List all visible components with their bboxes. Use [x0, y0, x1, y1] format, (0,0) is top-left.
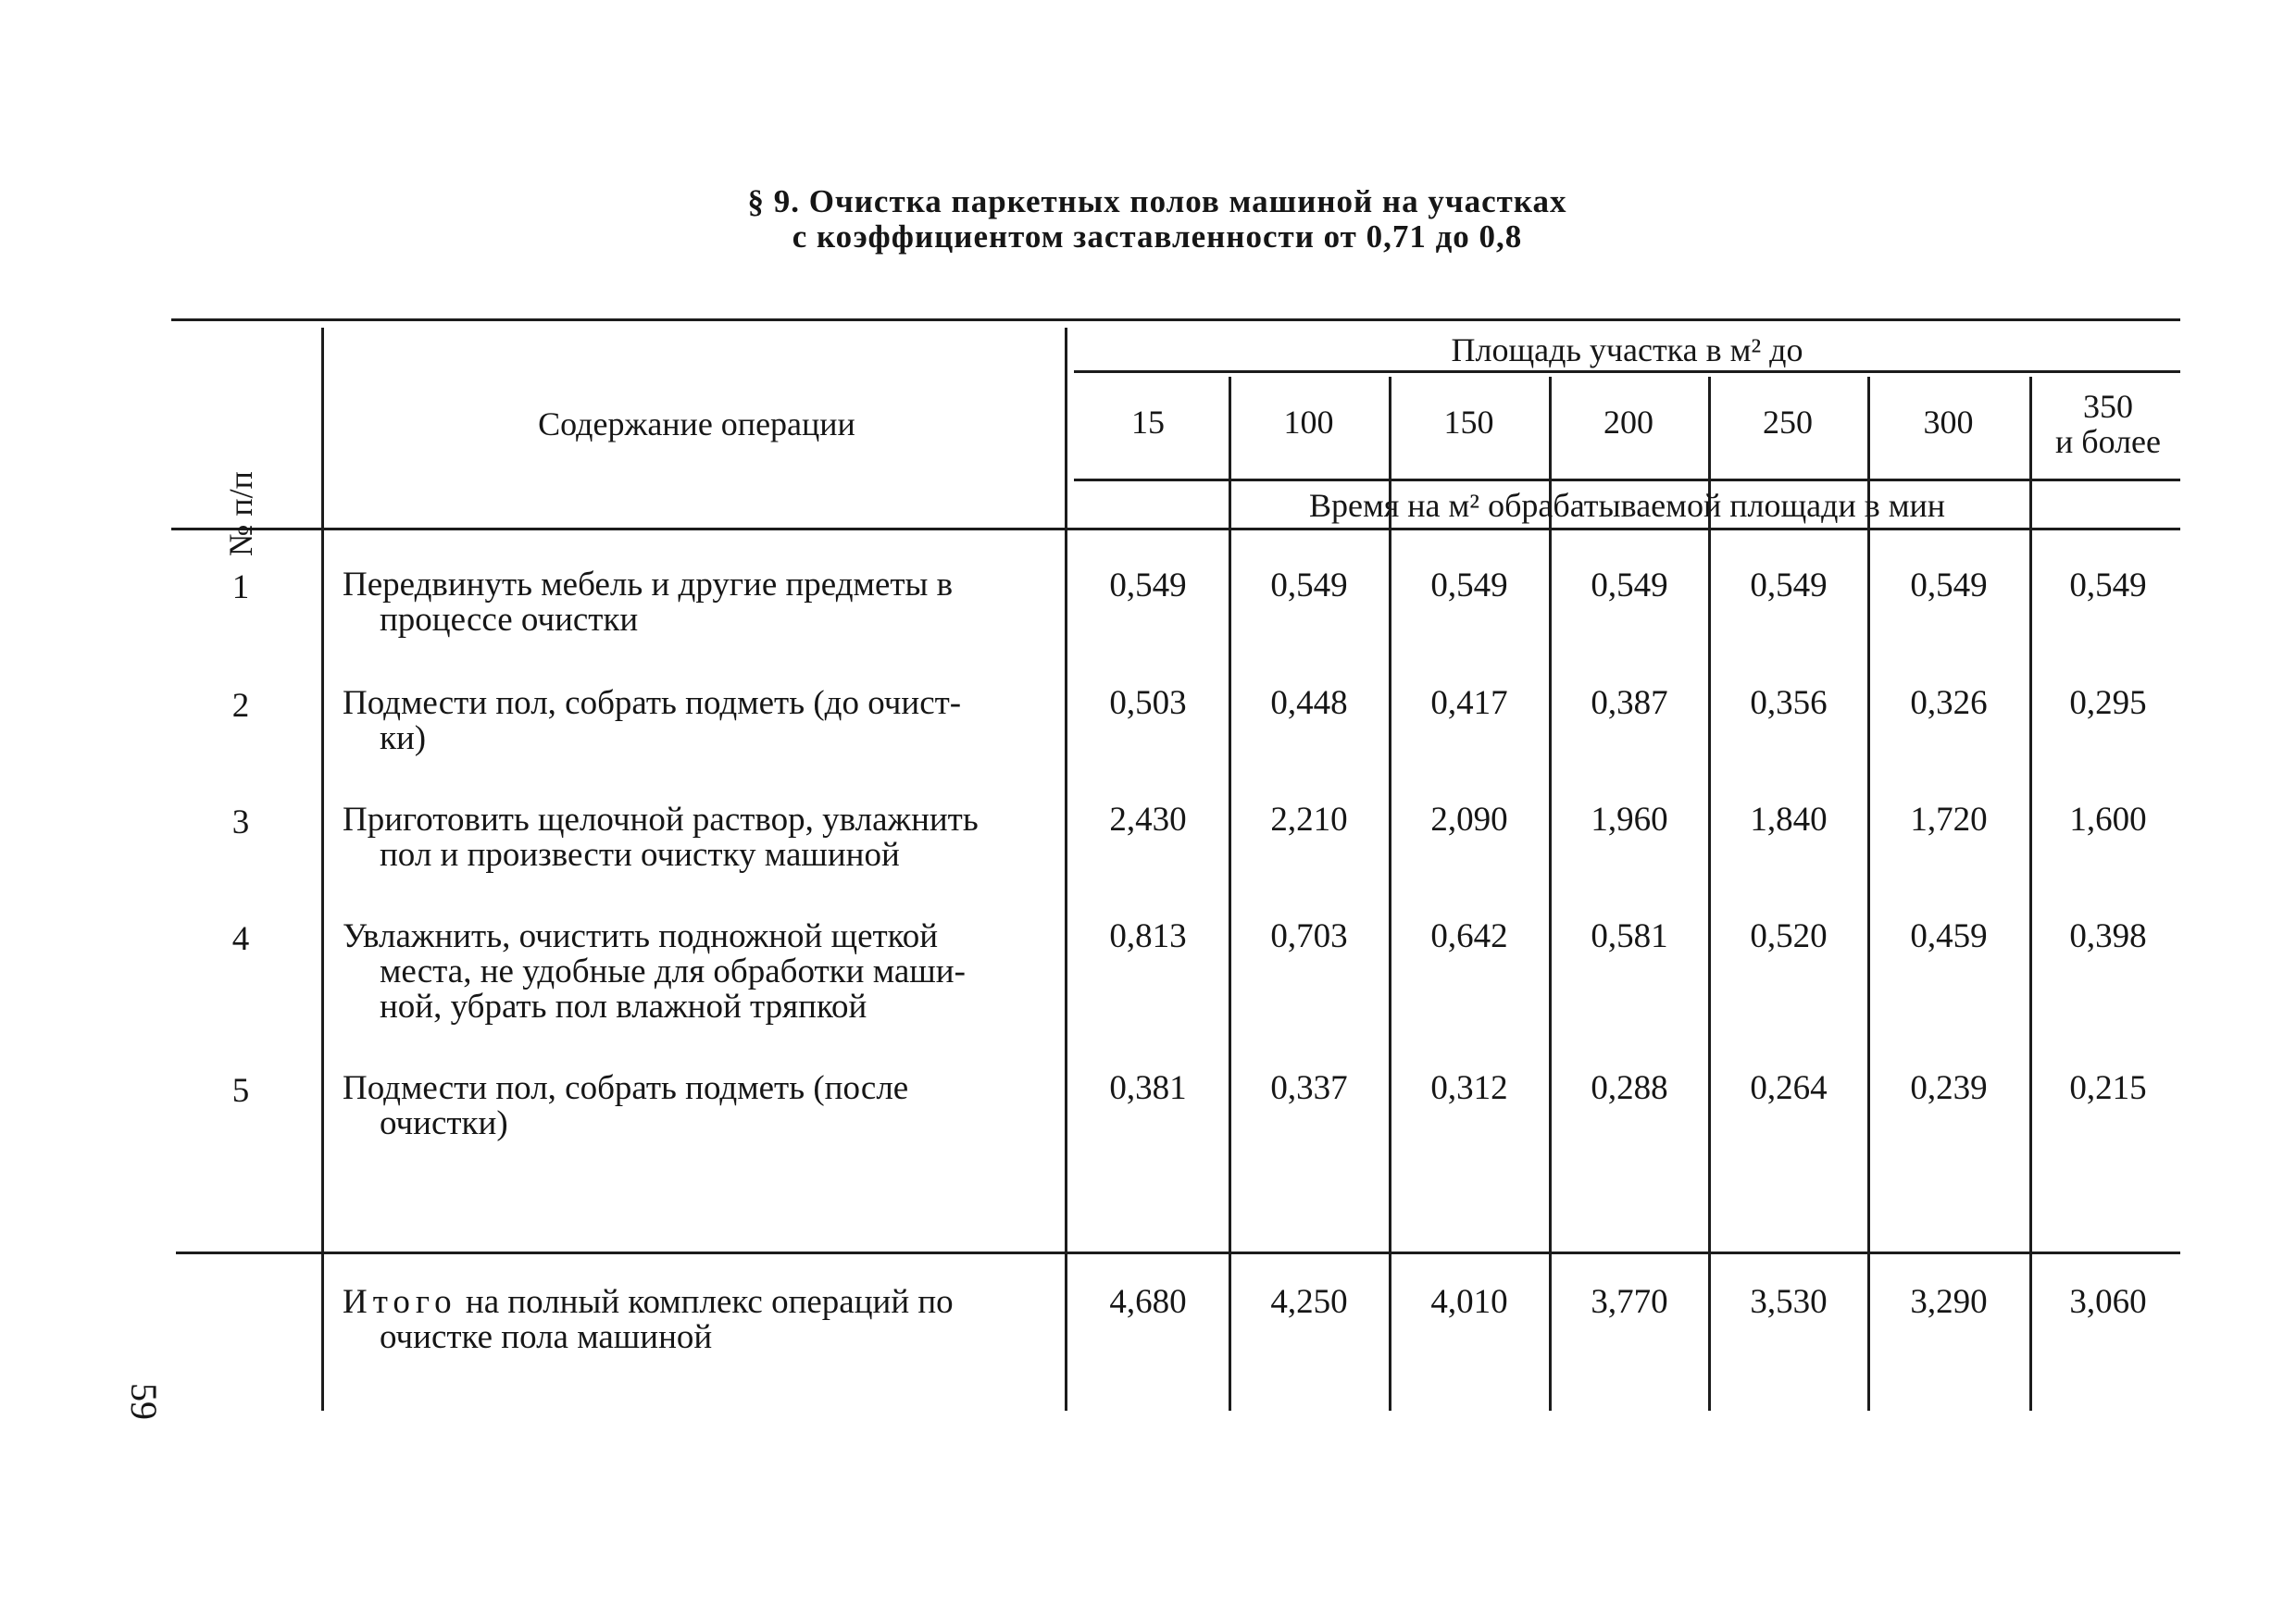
- total-value: 4,680: [1109, 1283, 1187, 1321]
- operation-text: [343, 567, 1042, 638]
- row-number: 5: [231, 1072, 250, 1110]
- time-value: 0,381: [1109, 1069, 1187, 1107]
- column-divider: [1708, 377, 1711, 1411]
- operation-line: очистки): [380, 1104, 508, 1142]
- time-value: 1,840: [1750, 801, 1828, 839]
- operation-line: места, не удобные для обработки маши-: [380, 953, 966, 990]
- column-divider: [1389, 377, 1391, 1411]
- column-divider: [321, 328, 324, 1411]
- row-number: 4: [231, 920, 250, 958]
- column-divider: [1229, 377, 1231, 1411]
- header-bottom-rule: [171, 528, 2180, 530]
- section-title-line-2: с коэффициентом заставленности от 0,71 до 0,8: [792, 218, 1523, 255]
- operation-line: Подмести пол, собрать подметь (до очист-: [343, 684, 962, 722]
- operation-line: ной, убрать пол влажной тряпкой: [380, 988, 867, 1026]
- column-divider: [2029, 377, 2032, 1411]
- total-value: 3,530: [1750, 1283, 1828, 1321]
- operation-line: Передвинуть мебель и другие предметы в: [343, 566, 954, 604]
- time-value: 1,600: [2069, 801, 2147, 839]
- total-label-line: очистке пола машиной: [380, 1318, 713, 1356]
- operation-line: Приготовить щелочной раствор, увлажнить: [343, 801, 979, 839]
- time-value: 0,549: [2069, 567, 2147, 604]
- operation-line: ки): [380, 719, 427, 757]
- total-value: 3,060: [2069, 1283, 2147, 1321]
- total-label-rest: на полный комплекс операций по: [456, 1283, 954, 1321]
- operation-line: Подмести пол, собрать подметь (после: [343, 1069, 909, 1107]
- time-value: 0,448: [1270, 684, 1348, 722]
- operation-text: [343, 686, 1042, 756]
- area-header-rule: [1074, 370, 2180, 373]
- total-label-line: [343, 1285, 1042, 1320]
- total-label: [343, 1285, 1042, 1355]
- time-value: 0,239: [1910, 1069, 1988, 1107]
- column-divider: [1549, 377, 1552, 1411]
- row-number: 2: [231, 687, 250, 725]
- time-value: 0,398: [2069, 917, 2147, 955]
- row-number: 1: [231, 568, 250, 606]
- section-title-line-1: § 9. Очистка паркетных полов машиной на участках: [747, 183, 1567, 219]
- area-column-header: 350: [2083, 388, 2133, 425]
- total-word: Итого: [343, 1283, 457, 1321]
- time-value: 0,326: [1910, 684, 1988, 722]
- time-value: 0,703: [1270, 917, 1348, 955]
- time-value: 0,288: [1591, 1069, 1668, 1107]
- time-value: 0,549: [1430, 567, 1508, 604]
- time-value: 0,387: [1591, 684, 1668, 722]
- size-header-rule: [1074, 479, 2180, 481]
- area-column-header: 100: [1283, 404, 1334, 441]
- page-number: 59: [123, 1383, 165, 1420]
- column-divider: [1867, 377, 1870, 1411]
- time-value: 0,264: [1750, 1069, 1828, 1107]
- time-value: 0,642: [1430, 917, 1508, 955]
- time-value: 0,549: [1910, 567, 1988, 604]
- column-divider: [1065, 328, 1067, 1411]
- time-value: 0,356: [1750, 684, 1828, 722]
- operation-line: пол и произвести очистку машиной: [380, 836, 900, 874]
- table-top-rule: [171, 318, 2180, 321]
- time-value: 0,295: [2069, 684, 2147, 722]
- time-value: 0,549: [1591, 567, 1668, 604]
- area-column-header: 150: [1443, 404, 1494, 441]
- area-column-header: 300: [1923, 404, 1974, 441]
- time-value: 2,430: [1109, 801, 1187, 839]
- row-number-header: № п/п: [222, 471, 259, 556]
- area-column-header: 15: [1131, 404, 1165, 441]
- time-value: 0,549: [1750, 567, 1828, 604]
- area-column-header: и более: [2054, 423, 2162, 460]
- time-value: 0,549: [1109, 567, 1187, 604]
- area-header: Площадь участка в м² до: [1451, 331, 1803, 368]
- time-value: 0,459: [1910, 917, 1988, 955]
- time-value: 0,549: [1270, 567, 1348, 604]
- operation-line: Увлажнить, очистить подножной щеткой: [343, 917, 939, 955]
- total-value: 3,290: [1910, 1283, 1988, 1321]
- time-value: 1,960: [1591, 801, 1668, 839]
- total-value: 3,770: [1591, 1283, 1668, 1321]
- total-value: 4,250: [1270, 1283, 1348, 1321]
- time-value: 2,210: [1270, 801, 1348, 839]
- time-value: 0,337: [1270, 1069, 1348, 1107]
- time-value: 1,720: [1910, 801, 1988, 839]
- time-value: 0,215: [2069, 1069, 2147, 1107]
- time-value: 0,520: [1750, 917, 1828, 955]
- row-number: 3: [231, 803, 250, 841]
- operation-header: Содержание операции: [538, 405, 855, 442]
- total-separator-rule: [176, 1252, 2180, 1254]
- time-value: 0,417: [1430, 684, 1508, 722]
- operation-text: [343, 919, 1042, 1025]
- time-value: 0,581: [1591, 917, 1668, 955]
- time-value: 2,090: [1430, 801, 1508, 839]
- time-value: 0,813: [1109, 917, 1187, 955]
- time-value: 0,503: [1109, 684, 1187, 722]
- area-column-header: 200: [1603, 404, 1653, 441]
- total-value: 4,010: [1430, 1283, 1508, 1321]
- time-value: 0,312: [1430, 1069, 1508, 1107]
- time-unit-header: Время на м² обрабатываемой площади в мин: [1308, 487, 1946, 524]
- operation-text: [343, 803, 1042, 873]
- area-column-header: 250: [1763, 404, 1813, 441]
- operation-text: [343, 1071, 1042, 1141]
- operation-line: процессе очистки: [380, 601, 639, 639]
